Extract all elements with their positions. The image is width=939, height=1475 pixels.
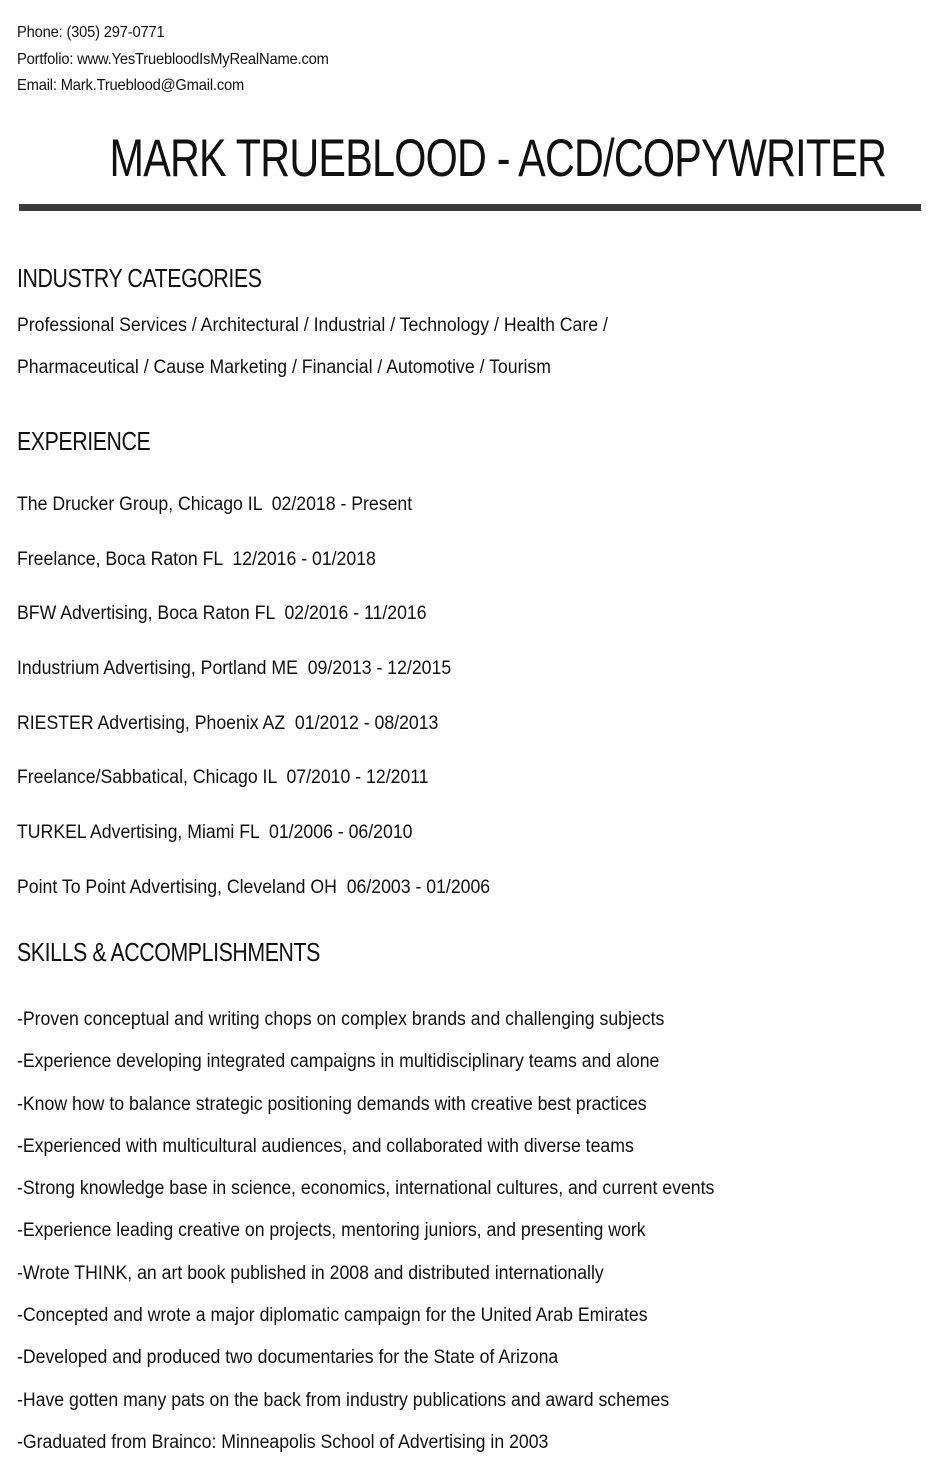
title-divider bbox=[19, 204, 921, 211]
skill-item: -Strong knowledge base in science, economics, international cultures, and current events bbox=[17, 1178, 715, 1200]
skill-item: -Developed and produced two documentaries for the State of Arizona bbox=[17, 1347, 559, 1369]
industry-heading: INDUSTRY CATEGORIES bbox=[17, 263, 262, 293]
skills-heading: SKILLS & ACCOMPLISHMENTS bbox=[17, 937, 320, 967]
contact-email: Email: Mark.Trueblood@Gmail.com bbox=[17, 77, 245, 94]
skill-item: -Know how to balance strategic positioning demands with creative best practices bbox=[17, 1093, 647, 1115]
skill-item: -Proven conceptual and writing chops on complex brands and challenging subjects bbox=[17, 1009, 665, 1030]
contact-block bbox=[17, 20, 329, 100]
experience-item: Freelance/Sabbatical, Chicago IL 07/2010 - 12/2011 bbox=[17, 767, 429, 789]
experience-item: Point To Point Advertising, Cleveland OH 06/2003 - 01/2006 bbox=[17, 876, 491, 898]
skill-item: -Experienced with multicultural audiences, and collaborated with diverse teams bbox=[17, 1135, 634, 1157]
experience-item: Freelance, Boca Raton FL 12/2016 - 01/2018 bbox=[17, 548, 376, 570]
experience-item: TURKEL Advertising, Miami FL 01/2006 - 06/2010 bbox=[17, 822, 413, 844]
page-title bbox=[0, 126, 939, 192]
skill-item: -Concepted and wrote a major diplomatic campaign for the United Arab Emirates bbox=[17, 1305, 648, 1327]
experience-heading: EXPERIENCE bbox=[17, 426, 151, 456]
skill-item: -Graduated from Brainco: Minneapolis School of Advertising in 2003 bbox=[17, 1431, 549, 1453]
page-title-text: MARK TRUEBLOOD - ACD/COPYWRITER bbox=[109, 129, 887, 188]
experience-item: The Drucker Group, Chicago IL 02/2018 - Present bbox=[17, 494, 413, 515]
experience-item: Industrium Advertising, Portland ME 09/2013 - 12/2015 bbox=[17, 658, 452, 680]
skill-item: -Have gotten many pats on the back from industry publications and award schemes bbox=[17, 1389, 670, 1411]
experience-item: RIESTER Advertising, Phoenix AZ 01/2012 - 08/2013 bbox=[17, 712, 439, 734]
skill-item: -Experience developing integrated campaigns in multidisciplinary teams and alone bbox=[17, 1051, 660, 1073]
contact-phone: Phone: (305) 297-0771 bbox=[17, 24, 165, 41]
contact-portfolio: Portfolio: www.YesTruebloodIsMyRealName.com bbox=[17, 50, 329, 68]
experience-item: BFW Advertising, Boca Raton FL 02/2016 - 11/2016 bbox=[17, 603, 427, 625]
industry-line: Professional Services / Architectural / Industrial / Technology / Health Care / bbox=[17, 315, 608, 336]
experience-list bbox=[17, 490, 526, 928]
industry-categories bbox=[17, 305, 608, 389]
skills-list bbox=[17, 1004, 767, 1469]
skill-item: -Experience leading creative on projects, mentoring juniors, and presenting work bbox=[17, 1220, 646, 1242]
industry-line: Pharmaceutical / Cause Marketing / Financial / Automotive / Tourism bbox=[17, 357, 551, 378]
skill-item: -Wrote THINK, an art book published in 2008 and distributed internationally bbox=[17, 1262, 604, 1284]
